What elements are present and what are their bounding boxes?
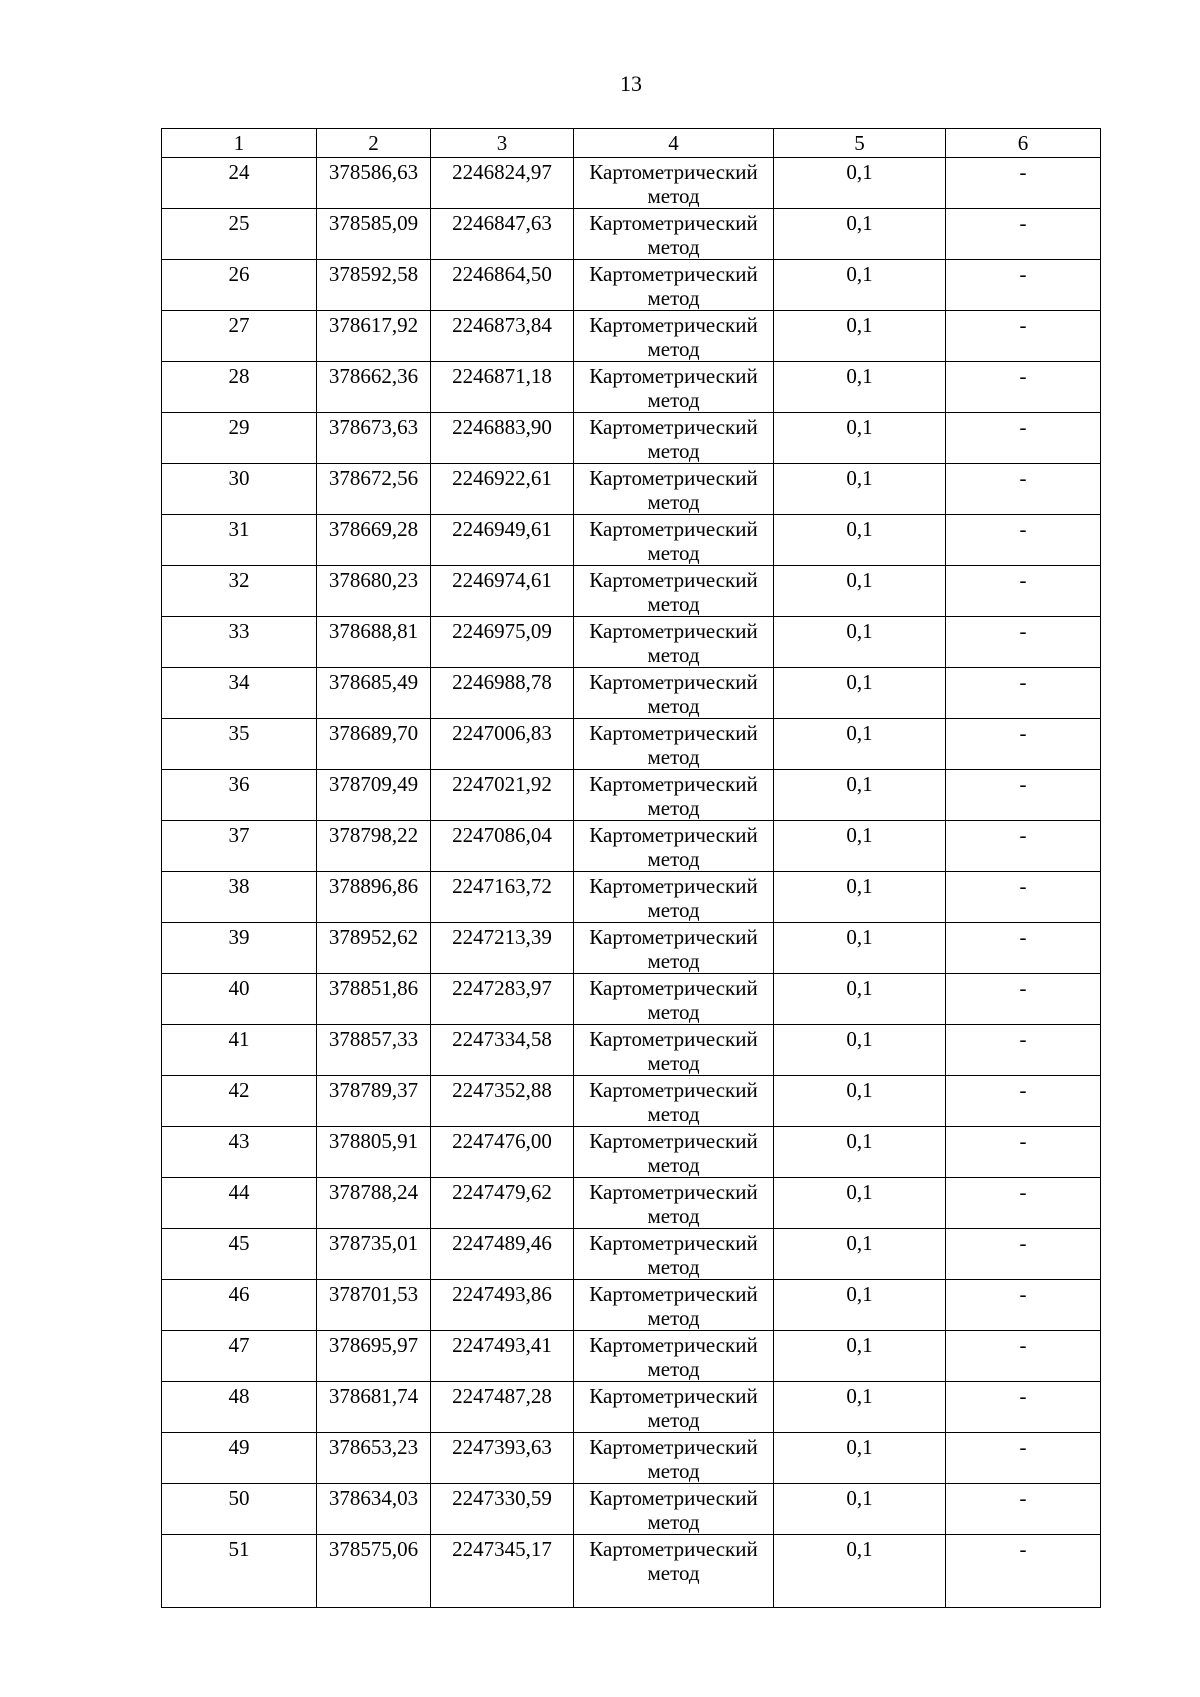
table-row bbox=[162, 923, 1101, 974]
point-number-cell: 49 bbox=[162, 1433, 317, 1484]
method-cell bbox=[574, 617, 774, 668]
y-coordinate-cell: 2247006,83 bbox=[431, 719, 574, 770]
method-line-2: метод bbox=[647, 796, 700, 820]
x-coordinate-cell: 378689,70 bbox=[317, 719, 431, 770]
point-number-cell: 37 bbox=[162, 821, 317, 872]
method-line-1: Картометрический bbox=[589, 823, 758, 847]
y-coordinate-cell: 2246974,61 bbox=[431, 566, 574, 617]
point-number-cell: 24 bbox=[162, 158, 317, 209]
note-cell: - bbox=[946, 1382, 1101, 1433]
x-coordinate-cell: 378701,53 bbox=[317, 1280, 431, 1331]
method-line-1: Картометрический bbox=[589, 1486, 758, 1510]
y-coordinate-cell: 2247021,92 bbox=[431, 770, 574, 821]
method-cell bbox=[574, 260, 774, 311]
method-line-2: метод bbox=[647, 898, 700, 922]
table-row bbox=[162, 974, 1101, 1025]
method-cell bbox=[574, 1433, 774, 1484]
x-coordinate-cell: 378695,97 bbox=[317, 1331, 431, 1382]
y-coordinate-cell: 2247479,62 bbox=[431, 1178, 574, 1229]
accuracy-cell: 0,1 bbox=[774, 311, 946, 362]
table-row bbox=[162, 719, 1101, 770]
method-line-1: Картометрический bbox=[589, 160, 758, 184]
note-cell: - bbox=[946, 1178, 1101, 1229]
table-row bbox=[162, 566, 1101, 617]
method-cell bbox=[574, 1382, 774, 1433]
table-row bbox=[162, 158, 1101, 209]
method-line-1: Картометрический bbox=[589, 619, 758, 643]
method-line-1: Картометрический bbox=[589, 1435, 758, 1459]
x-coordinate-cell: 378672,56 bbox=[317, 464, 431, 515]
column-header: 4 bbox=[574, 129, 774, 158]
table-row bbox=[162, 209, 1101, 260]
x-coordinate-cell: 378575,06 bbox=[317, 1535, 431, 1608]
note-cell: - bbox=[946, 209, 1101, 260]
method-line-2: метод bbox=[647, 1561, 700, 1585]
note-cell: - bbox=[946, 974, 1101, 1025]
x-coordinate-cell: 378592,58 bbox=[317, 260, 431, 311]
y-coordinate-cell: 2247086,04 bbox=[431, 821, 574, 872]
note-cell: - bbox=[946, 923, 1101, 974]
note-cell: - bbox=[946, 668, 1101, 719]
point-number-cell: 35 bbox=[162, 719, 317, 770]
method-cell bbox=[574, 1127, 774, 1178]
column-header: 1 bbox=[162, 129, 317, 158]
method-cell bbox=[574, 1535, 774, 1608]
x-coordinate-cell: 378789,37 bbox=[317, 1076, 431, 1127]
point-number-cell: 51 bbox=[162, 1535, 317, 1608]
method-line-2: метод bbox=[647, 541, 700, 565]
method-line-2: метод bbox=[647, 1459, 700, 1483]
y-coordinate-cell: 2247330,59 bbox=[431, 1484, 574, 1535]
table-row bbox=[162, 1484, 1101, 1535]
point-number-cell: 32 bbox=[162, 566, 317, 617]
note-cell: - bbox=[946, 872, 1101, 923]
method-line-1: Картометрический bbox=[589, 1231, 758, 1255]
method-line-2: метод bbox=[647, 1408, 700, 1432]
method-line-2: метод bbox=[647, 1102, 700, 1126]
note-cell: - bbox=[946, 464, 1101, 515]
point-number-cell: 31 bbox=[162, 515, 317, 566]
point-number-cell: 25 bbox=[162, 209, 317, 260]
method-line-2: метод bbox=[647, 1255, 700, 1279]
method-cell bbox=[574, 1076, 774, 1127]
x-coordinate-cell: 378952,62 bbox=[317, 923, 431, 974]
y-coordinate-cell: 2246864,50 bbox=[431, 260, 574, 311]
table-row bbox=[162, 821, 1101, 872]
x-coordinate-cell: 378735,01 bbox=[317, 1229, 431, 1280]
table-row bbox=[162, 1076, 1101, 1127]
method-cell bbox=[574, 974, 774, 1025]
method-line-2: метод bbox=[647, 745, 700, 769]
method-cell bbox=[574, 872, 774, 923]
y-coordinate-cell: 2246949,61 bbox=[431, 515, 574, 566]
table-row bbox=[162, 617, 1101, 668]
note-cell: - bbox=[946, 158, 1101, 209]
y-coordinate-cell: 2247487,28 bbox=[431, 1382, 574, 1433]
note-cell: - bbox=[946, 362, 1101, 413]
method-line-2: метод bbox=[647, 490, 700, 514]
method-line-1: Картометрический bbox=[589, 1027, 758, 1051]
x-coordinate-cell: 378653,23 bbox=[317, 1433, 431, 1484]
method-cell bbox=[574, 1280, 774, 1331]
x-coordinate-cell: 378585,09 bbox=[317, 209, 431, 260]
method-cell bbox=[574, 209, 774, 260]
method-line-2: метод bbox=[647, 847, 700, 871]
table-row bbox=[162, 770, 1101, 821]
table-row bbox=[162, 515, 1101, 566]
accuracy-cell: 0,1 bbox=[774, 770, 946, 821]
point-number-cell: 50 bbox=[162, 1484, 317, 1535]
method-line-2: метод bbox=[647, 286, 700, 310]
method-line-1: Картометрический bbox=[589, 976, 758, 1000]
y-coordinate-cell: 2247283,97 bbox=[431, 974, 574, 1025]
point-number-cell: 46 bbox=[162, 1280, 317, 1331]
y-coordinate-cell: 2246871,18 bbox=[431, 362, 574, 413]
note-cell: - bbox=[946, 719, 1101, 770]
x-coordinate-cell: 378669,28 bbox=[317, 515, 431, 566]
point-number-cell: 34 bbox=[162, 668, 317, 719]
point-number-cell: 39 bbox=[162, 923, 317, 974]
note-cell: - bbox=[946, 1280, 1101, 1331]
method-line-2: метод bbox=[647, 1357, 700, 1381]
point-number-cell: 33 bbox=[162, 617, 317, 668]
x-coordinate-cell: 378673,63 bbox=[317, 413, 431, 464]
point-number-cell: 38 bbox=[162, 872, 317, 923]
accuracy-cell: 0,1 bbox=[774, 464, 946, 515]
column-header: 5 bbox=[774, 129, 946, 158]
method-line-2: метод bbox=[647, 592, 700, 616]
x-coordinate-cell: 378709,49 bbox=[317, 770, 431, 821]
method-cell bbox=[574, 515, 774, 566]
note-cell: - bbox=[946, 617, 1101, 668]
table-row bbox=[162, 872, 1101, 923]
accuracy-cell: 0,1 bbox=[774, 1178, 946, 1229]
method-line-2: метод bbox=[647, 1051, 700, 1075]
method-cell bbox=[574, 1331, 774, 1382]
point-number-cell: 45 bbox=[162, 1229, 317, 1280]
accuracy-cell: 0,1 bbox=[774, 668, 946, 719]
note-cell: - bbox=[946, 311, 1101, 362]
y-coordinate-cell: 2247476,00 bbox=[431, 1127, 574, 1178]
method-line-1: Картометрический bbox=[589, 1384, 758, 1408]
table-row bbox=[162, 1433, 1101, 1484]
method-line-1: Картометрический bbox=[589, 925, 758, 949]
method-cell bbox=[574, 668, 774, 719]
header-row bbox=[162, 129, 1101, 158]
accuracy-cell: 0,1 bbox=[774, 158, 946, 209]
y-coordinate-cell: 2246873,84 bbox=[431, 311, 574, 362]
note-cell: - bbox=[946, 515, 1101, 566]
note-cell: - bbox=[946, 1331, 1101, 1382]
note-cell: - bbox=[946, 413, 1101, 464]
method-cell bbox=[574, 566, 774, 617]
x-coordinate-cell: 378805,91 bbox=[317, 1127, 431, 1178]
method-line-2: метод bbox=[647, 1000, 700, 1024]
method-cell bbox=[574, 311, 774, 362]
note-cell: - bbox=[946, 1433, 1101, 1484]
method-line-2: метод bbox=[647, 184, 700, 208]
x-coordinate-cell: 378634,03 bbox=[317, 1484, 431, 1535]
method-line-2: метод bbox=[647, 388, 700, 412]
table-row bbox=[162, 1535, 1101, 1608]
x-coordinate-cell: 378788,24 bbox=[317, 1178, 431, 1229]
y-coordinate-cell: 2247334,58 bbox=[431, 1025, 574, 1076]
method-line-1: Картометрический bbox=[589, 568, 758, 592]
x-coordinate-cell: 378681,74 bbox=[317, 1382, 431, 1433]
method-line-1: Картометрический bbox=[589, 313, 758, 337]
method-line-1: Картометрический bbox=[589, 211, 758, 235]
table-row bbox=[162, 668, 1101, 719]
table-row bbox=[162, 1331, 1101, 1382]
note-cell: - bbox=[946, 260, 1101, 311]
y-coordinate-cell: 2247493,86 bbox=[431, 1280, 574, 1331]
accuracy-cell: 0,1 bbox=[774, 515, 946, 566]
note-cell: - bbox=[946, 566, 1101, 617]
method-cell bbox=[574, 464, 774, 515]
note-cell: - bbox=[946, 1484, 1101, 1535]
method-cell bbox=[574, 158, 774, 209]
method-line-1: Картометрический bbox=[589, 415, 758, 439]
table-row bbox=[162, 1025, 1101, 1076]
point-number-cell: 27 bbox=[162, 311, 317, 362]
table-row bbox=[162, 1382, 1101, 1433]
point-number-cell: 44 bbox=[162, 1178, 317, 1229]
accuracy-cell: 0,1 bbox=[774, 1127, 946, 1178]
coordinates-table bbox=[161, 128, 1101, 1608]
accuracy-cell: 0,1 bbox=[774, 1331, 946, 1382]
table-row bbox=[162, 464, 1101, 515]
method-line-1: Картометрический bbox=[589, 721, 758, 745]
accuracy-cell: 0,1 bbox=[774, 1280, 946, 1331]
method-line-2: метод bbox=[647, 1510, 700, 1534]
method-cell bbox=[574, 1025, 774, 1076]
method-line-1: Картометрический bbox=[589, 1078, 758, 1102]
method-line-2: метод bbox=[647, 1153, 700, 1177]
accuracy-cell: 0,1 bbox=[774, 1025, 946, 1076]
method-line-2: метод bbox=[647, 949, 700, 973]
page-number: 13 bbox=[620, 71, 642, 96]
table-row bbox=[162, 1280, 1101, 1331]
method-cell bbox=[574, 1484, 774, 1535]
accuracy-cell: 0,1 bbox=[774, 617, 946, 668]
note-cell: - bbox=[946, 1535, 1101, 1608]
accuracy-cell: 0,1 bbox=[774, 821, 946, 872]
method-line-1: Картометрический bbox=[589, 670, 758, 694]
method-line-1: Картометрический bbox=[589, 1282, 758, 1306]
y-coordinate-cell: 2247493,41 bbox=[431, 1331, 574, 1382]
table-body bbox=[162, 129, 1101, 1608]
table-row bbox=[162, 260, 1101, 311]
table-row bbox=[162, 1127, 1101, 1178]
y-coordinate-cell: 2246824,97 bbox=[431, 158, 574, 209]
y-coordinate-cell: 2246847,63 bbox=[431, 209, 574, 260]
table-row bbox=[162, 362, 1101, 413]
accuracy-cell: 0,1 bbox=[774, 209, 946, 260]
method-cell bbox=[574, 719, 774, 770]
accuracy-cell: 0,1 bbox=[774, 1535, 946, 1608]
column-header: 2 bbox=[317, 129, 431, 158]
y-coordinate-cell: 2246883,90 bbox=[431, 413, 574, 464]
point-number-cell: 30 bbox=[162, 464, 317, 515]
method-line-2: метод bbox=[647, 694, 700, 718]
method-line-1: Картометрический bbox=[589, 262, 758, 286]
method-line-1: Картометрический bbox=[589, 1129, 758, 1153]
table-row bbox=[162, 1178, 1101, 1229]
x-coordinate-cell: 378617,92 bbox=[317, 311, 431, 362]
method-cell bbox=[574, 821, 774, 872]
method-cell bbox=[574, 1229, 774, 1280]
table-row bbox=[162, 311, 1101, 362]
note-cell: - bbox=[946, 770, 1101, 821]
method-cell bbox=[574, 1178, 774, 1229]
note-cell: - bbox=[946, 1076, 1101, 1127]
point-number-cell: 40 bbox=[162, 974, 317, 1025]
method-line-1: Картометрический bbox=[589, 364, 758, 388]
table-row bbox=[162, 413, 1101, 464]
note-cell: - bbox=[946, 1025, 1101, 1076]
x-coordinate-cell: 378857,33 bbox=[317, 1025, 431, 1076]
note-cell: - bbox=[946, 1127, 1101, 1178]
method-line-2: метод bbox=[647, 337, 700, 361]
y-coordinate-cell: 2247213,39 bbox=[431, 923, 574, 974]
x-coordinate-cell: 378680,23 bbox=[317, 566, 431, 617]
method-line-2: метод bbox=[647, 1204, 700, 1228]
accuracy-cell: 0,1 bbox=[774, 1076, 946, 1127]
y-coordinate-cell: 2247352,88 bbox=[431, 1076, 574, 1127]
method-line-2: метод bbox=[647, 643, 700, 667]
column-header: 6 bbox=[946, 129, 1101, 158]
point-number-cell: 29 bbox=[162, 413, 317, 464]
y-coordinate-cell: 2246988,78 bbox=[431, 668, 574, 719]
accuracy-cell: 0,1 bbox=[774, 974, 946, 1025]
point-number-cell: 43 bbox=[162, 1127, 317, 1178]
accuracy-cell: 0,1 bbox=[774, 1433, 946, 1484]
method-cell bbox=[574, 413, 774, 464]
accuracy-cell: 0,1 bbox=[774, 923, 946, 974]
method-cell bbox=[574, 770, 774, 821]
table-row bbox=[162, 1229, 1101, 1280]
method-line-2: метод bbox=[647, 235, 700, 259]
point-number-cell: 26 bbox=[162, 260, 317, 311]
accuracy-cell: 0,1 bbox=[774, 1382, 946, 1433]
method-cell bbox=[574, 362, 774, 413]
x-coordinate-cell: 378851,86 bbox=[317, 974, 431, 1025]
x-coordinate-cell: 378662,36 bbox=[317, 362, 431, 413]
point-number-cell: 41 bbox=[162, 1025, 317, 1076]
method-line-2: метод bbox=[647, 1306, 700, 1330]
method-cell bbox=[574, 923, 774, 974]
accuracy-cell: 0,1 bbox=[774, 719, 946, 770]
column-header: 3 bbox=[431, 129, 574, 158]
y-coordinate-cell: 2246922,61 bbox=[431, 464, 574, 515]
x-coordinate-cell: 378896,86 bbox=[317, 872, 431, 923]
point-number-cell: 28 bbox=[162, 362, 317, 413]
accuracy-cell: 0,1 bbox=[774, 1484, 946, 1535]
method-line-1: Картометрический bbox=[589, 517, 758, 541]
x-coordinate-cell: 378685,49 bbox=[317, 668, 431, 719]
accuracy-cell: 0,1 bbox=[774, 1229, 946, 1280]
y-coordinate-cell: 2247489,46 bbox=[431, 1229, 574, 1280]
method-line-1: Картометрический bbox=[589, 874, 758, 898]
accuracy-cell: 0,1 bbox=[774, 260, 946, 311]
method-line-1: Картометрический bbox=[589, 1333, 758, 1357]
method-line-1: Картометрический bbox=[589, 1537, 758, 1561]
x-coordinate-cell: 378798,22 bbox=[317, 821, 431, 872]
accuracy-cell: 0,1 bbox=[774, 413, 946, 464]
point-number-cell: 47 bbox=[162, 1331, 317, 1382]
point-number-cell: 48 bbox=[162, 1382, 317, 1433]
accuracy-cell: 0,1 bbox=[774, 566, 946, 617]
note-cell: - bbox=[946, 821, 1101, 872]
method-line-1: Картометрический bbox=[589, 466, 758, 490]
point-number-cell: 36 bbox=[162, 770, 317, 821]
method-line-1: Картометрический bbox=[589, 772, 758, 796]
method-line-2: метод bbox=[647, 439, 700, 463]
method-line-1: Картометрический bbox=[589, 1180, 758, 1204]
x-coordinate-cell: 378586,63 bbox=[317, 158, 431, 209]
y-coordinate-cell: 2247163,72 bbox=[431, 872, 574, 923]
y-coordinate-cell: 2247345,17 bbox=[431, 1535, 574, 1608]
point-number-cell: 42 bbox=[162, 1076, 317, 1127]
note-cell: - bbox=[946, 1229, 1101, 1280]
y-coordinate-cell: 2247393,63 bbox=[431, 1433, 574, 1484]
accuracy-cell: 0,1 bbox=[774, 362, 946, 413]
y-coordinate-cell: 2246975,09 bbox=[431, 617, 574, 668]
x-coordinate-cell: 378688,81 bbox=[317, 617, 431, 668]
accuracy-cell: 0,1 bbox=[774, 872, 946, 923]
